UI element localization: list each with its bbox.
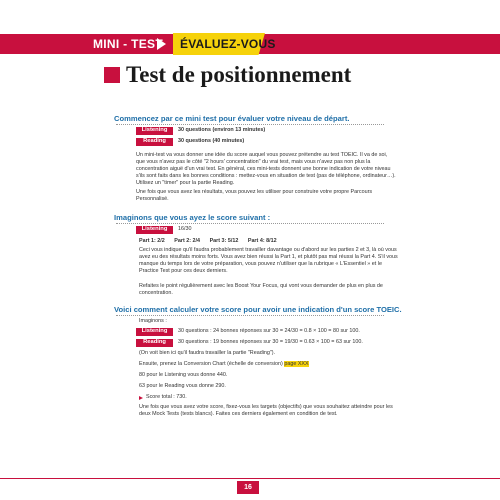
parts-scores (139, 238, 285, 246)
section1-paragraph: Un mini-test va vous donner une idée du score auquel vous pouvez prétendre au test TOEIC. Il va de soi, que vous n'avez pas le côté "2 hours' concentration" du vrai test, mais vous n'avez pas non plus la concentration aiguë d'un vrai test. En général, ces mini-tests donnent une bonne indication de votre niveau s'ils sont faits dans les bonnes conditions : mettez-vous en situation de test (pas de téléphone, ordinateur…). Utilisez un "timer" pour la partie Reading. (136, 152, 396, 187)
imaginons-label: Imaginons : (139, 318, 167, 324)
footer-divider (0, 478, 500, 479)
conversion-text: Ensuite, prenez la Conversion Chart (échelle de conversion) (139, 361, 283, 367)
section2-paragraph-2: Refaites le point régulièrement avec les Boost Your Focus, qui vont vous demander de plus en plus de concentration. (139, 283, 383, 297)
arrow-bullet-icon (139, 396, 143, 400)
listening-calculation: 30 questions : 24 bonnes réponses sur 30 = 24/30 = 0.8 × 100 = 80 sur 100. (178, 328, 360, 334)
page-number: 16 (237, 481, 259, 494)
part-score: Part 3: 5/12 (209, 238, 239, 244)
listening-tag: Listening (136, 127, 173, 135)
reading-calculation: 30 questions : 19 bonnes réponses sur 30 = 19/30 = 0.63 × 100 = 63 sur 100. (178, 339, 363, 345)
section2-paragraph: Ceci vous indique qu'il faudra probablement travailler davantage ou d'abord sur les parties 2 et 3, là où vous avez eu des résultats moins forts. Vous avez bien réussi la Part 1, et plutôt pas mal réussi la Part 4. S'il vous manque du temps lors de votre préparation, vous pouvez n'utiliser que la rubrique « L'Essentiel » et le Practice Test pour ces deux derniers. (139, 247, 398, 275)
page-title: Test de positionnement (126, 62, 352, 87)
reading-tag: Reading (136, 138, 173, 146)
square-bullet-icon (104, 67, 120, 83)
evaluez-label: ÉVALUEZ-VOUS (180, 37, 276, 51)
reading-info: 30 questions (40 minutes) (178, 138, 245, 144)
score-total: Score total : 730. (146, 394, 187, 400)
conversion-line (139, 361, 309, 369)
section1-paragraph-2: Une fois que vous avez les résultats, vous pouvez les utiliser pour construire votre propre Parcours Personnalisé. (136, 189, 373, 203)
reading-note: (On voit bien ici qu'il faudra travailler la partie "Reading"). (139, 350, 276, 356)
reading-tag: Reading (136, 339, 173, 347)
section1-heading: Commencez par ce mini test pour évaluer votre niveau de départ. (114, 114, 350, 123)
listening-tag: Listening (136, 328, 173, 336)
play-arrow-icon (157, 38, 166, 50)
part-score: Part 4: 8/12 (247, 238, 277, 244)
section3-final-paragraph: Une fois que vous avez votre score, fixez-vous les targets (objectifs) que vous souhaitez atteindre pour les deux Mock Tests (tests blancs). Faites ces derniers également en condition de test. (139, 404, 393, 418)
listening-tag: Listening (136, 226, 173, 234)
part-score: Part 1: 2/2 (139, 238, 165, 244)
section2-heading: Imaginons que vous ayez le score suivant : (114, 213, 271, 222)
listening-result: 80 pour le Listening vous donne 440. (139, 372, 228, 378)
section-divider (116, 124, 384, 125)
section-divider (116, 315, 384, 316)
part-score: Part 2: 2/4 (174, 238, 201, 244)
listening-score: 16/30 (178, 226, 192, 232)
section3-heading: Voici comment calculer votre score pour avoir une indication d'un score TOEIC. (114, 305, 402, 314)
reading-result: 63 pour le Reading vous donne 290. (139, 383, 226, 389)
page-reference-link[interactable]: page XXX (284, 361, 309, 367)
section-divider (116, 223, 384, 224)
mini-test-label: MINI - TEST (93, 37, 163, 51)
listening-info: 30 questions (environ 13 minutes) (178, 127, 266, 133)
